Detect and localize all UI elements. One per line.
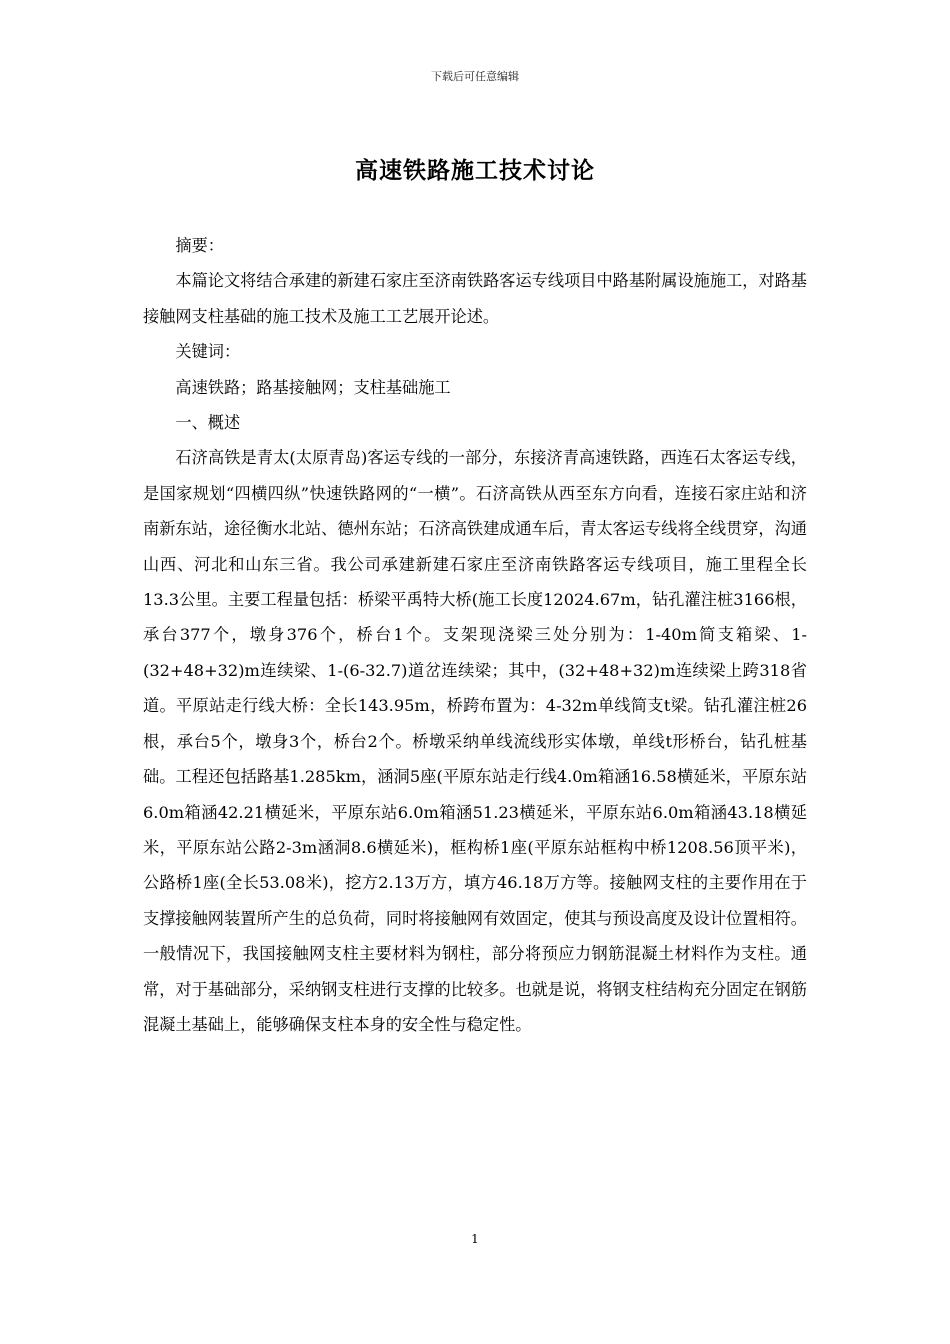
document-body [143, 228, 807, 1042]
section-heading: 一、概述 [175, 413, 241, 433]
keywords-label: 关键词： [175, 342, 241, 362]
section-paragraph: 石济高铁是青太(太原青岛)客运专线的一部分，东接济青高速铁路，西连石太客运专线，是国家规划“四横四纵”快速铁路网的“一横”。石济高铁从西至东方向看，连接石家庄站和济南新东站，途径衡水北站、德州东站；石济高铁建成通车后，青太客运专线将全线贯穿，沟通山西、河北和山东三省。我公司承建新建石家庄至济南铁路客运专线项目，施工里程全长13.3公里。主要工程量包括：桥梁平禹特大桥(施工长度12024.67m，钻孔灌注桩3166根，承台377个，墩身376个，桥台1个。支架现浇梁三处分别为：1-40m简支箱梁、1-(32+48+32)m连续梁、1-(6-32.7)道岔连续梁；其中，(32+48+32)m连续梁上跨318省道。平原站走行线大桥：全长143.95m，桥跨布置为：4-32m单线简支t梁。钻孔灌注桩26根，承台5个，墩身3个，桥台2个。桥墩采纳单线流线形实体墩，单线t形桥台，钻孔桩基础。工程还包括路基1.285km，涵洞5座(平原东站走行线4.0m箱涵16.58横延米，平原东站6.0m箱涵42.21横延米，平原东站6.0m箱涵51.23横延米，平原东站6.0m箱涵43.18横延米，平原东站公路2-3m涵洞8.6横延米)，框构桥1座(平原东站框构中桥1208.56顶平米)，公路桥1座(全长53.08米)，挖方2.13万方，填方46.18万方等。接触网支柱的主要作用在于支撑接触网装置所产生的总负荷，同时将接触网有效固定，使其与预设高度及设计位置相符。一般情况下，我国接触网支柱主要材料为钢柱，部分将预应力钢筋混凝土材料作为支柱。通常，对于基础部分，采纳钢支柱进行支撑的比较多。也就是说，将钢支柱结构充分固定在钢筋混凝土基础上，能够确保支柱本身的安全性与稳定性。 [143, 448, 807, 1034]
page-header-note: 下载后可任意编辑 [431, 70, 519, 83]
page-number: 1 [471, 1232, 479, 1246]
keywords-text: 高速铁路；路基接触网；支柱基础施工 [175, 377, 451, 397]
document-title: 高速铁路施工技术讨论 [355, 158, 595, 184]
abstract-label: 摘要： [175, 236, 224, 255]
abstract-text: 本篇论文将结合承建的新建石家庄至济南铁路客运专线项目中路基附属设施施工，对路基接触网支柱基础的施工技术及施工工艺展开论述。 [143, 271, 807, 326]
